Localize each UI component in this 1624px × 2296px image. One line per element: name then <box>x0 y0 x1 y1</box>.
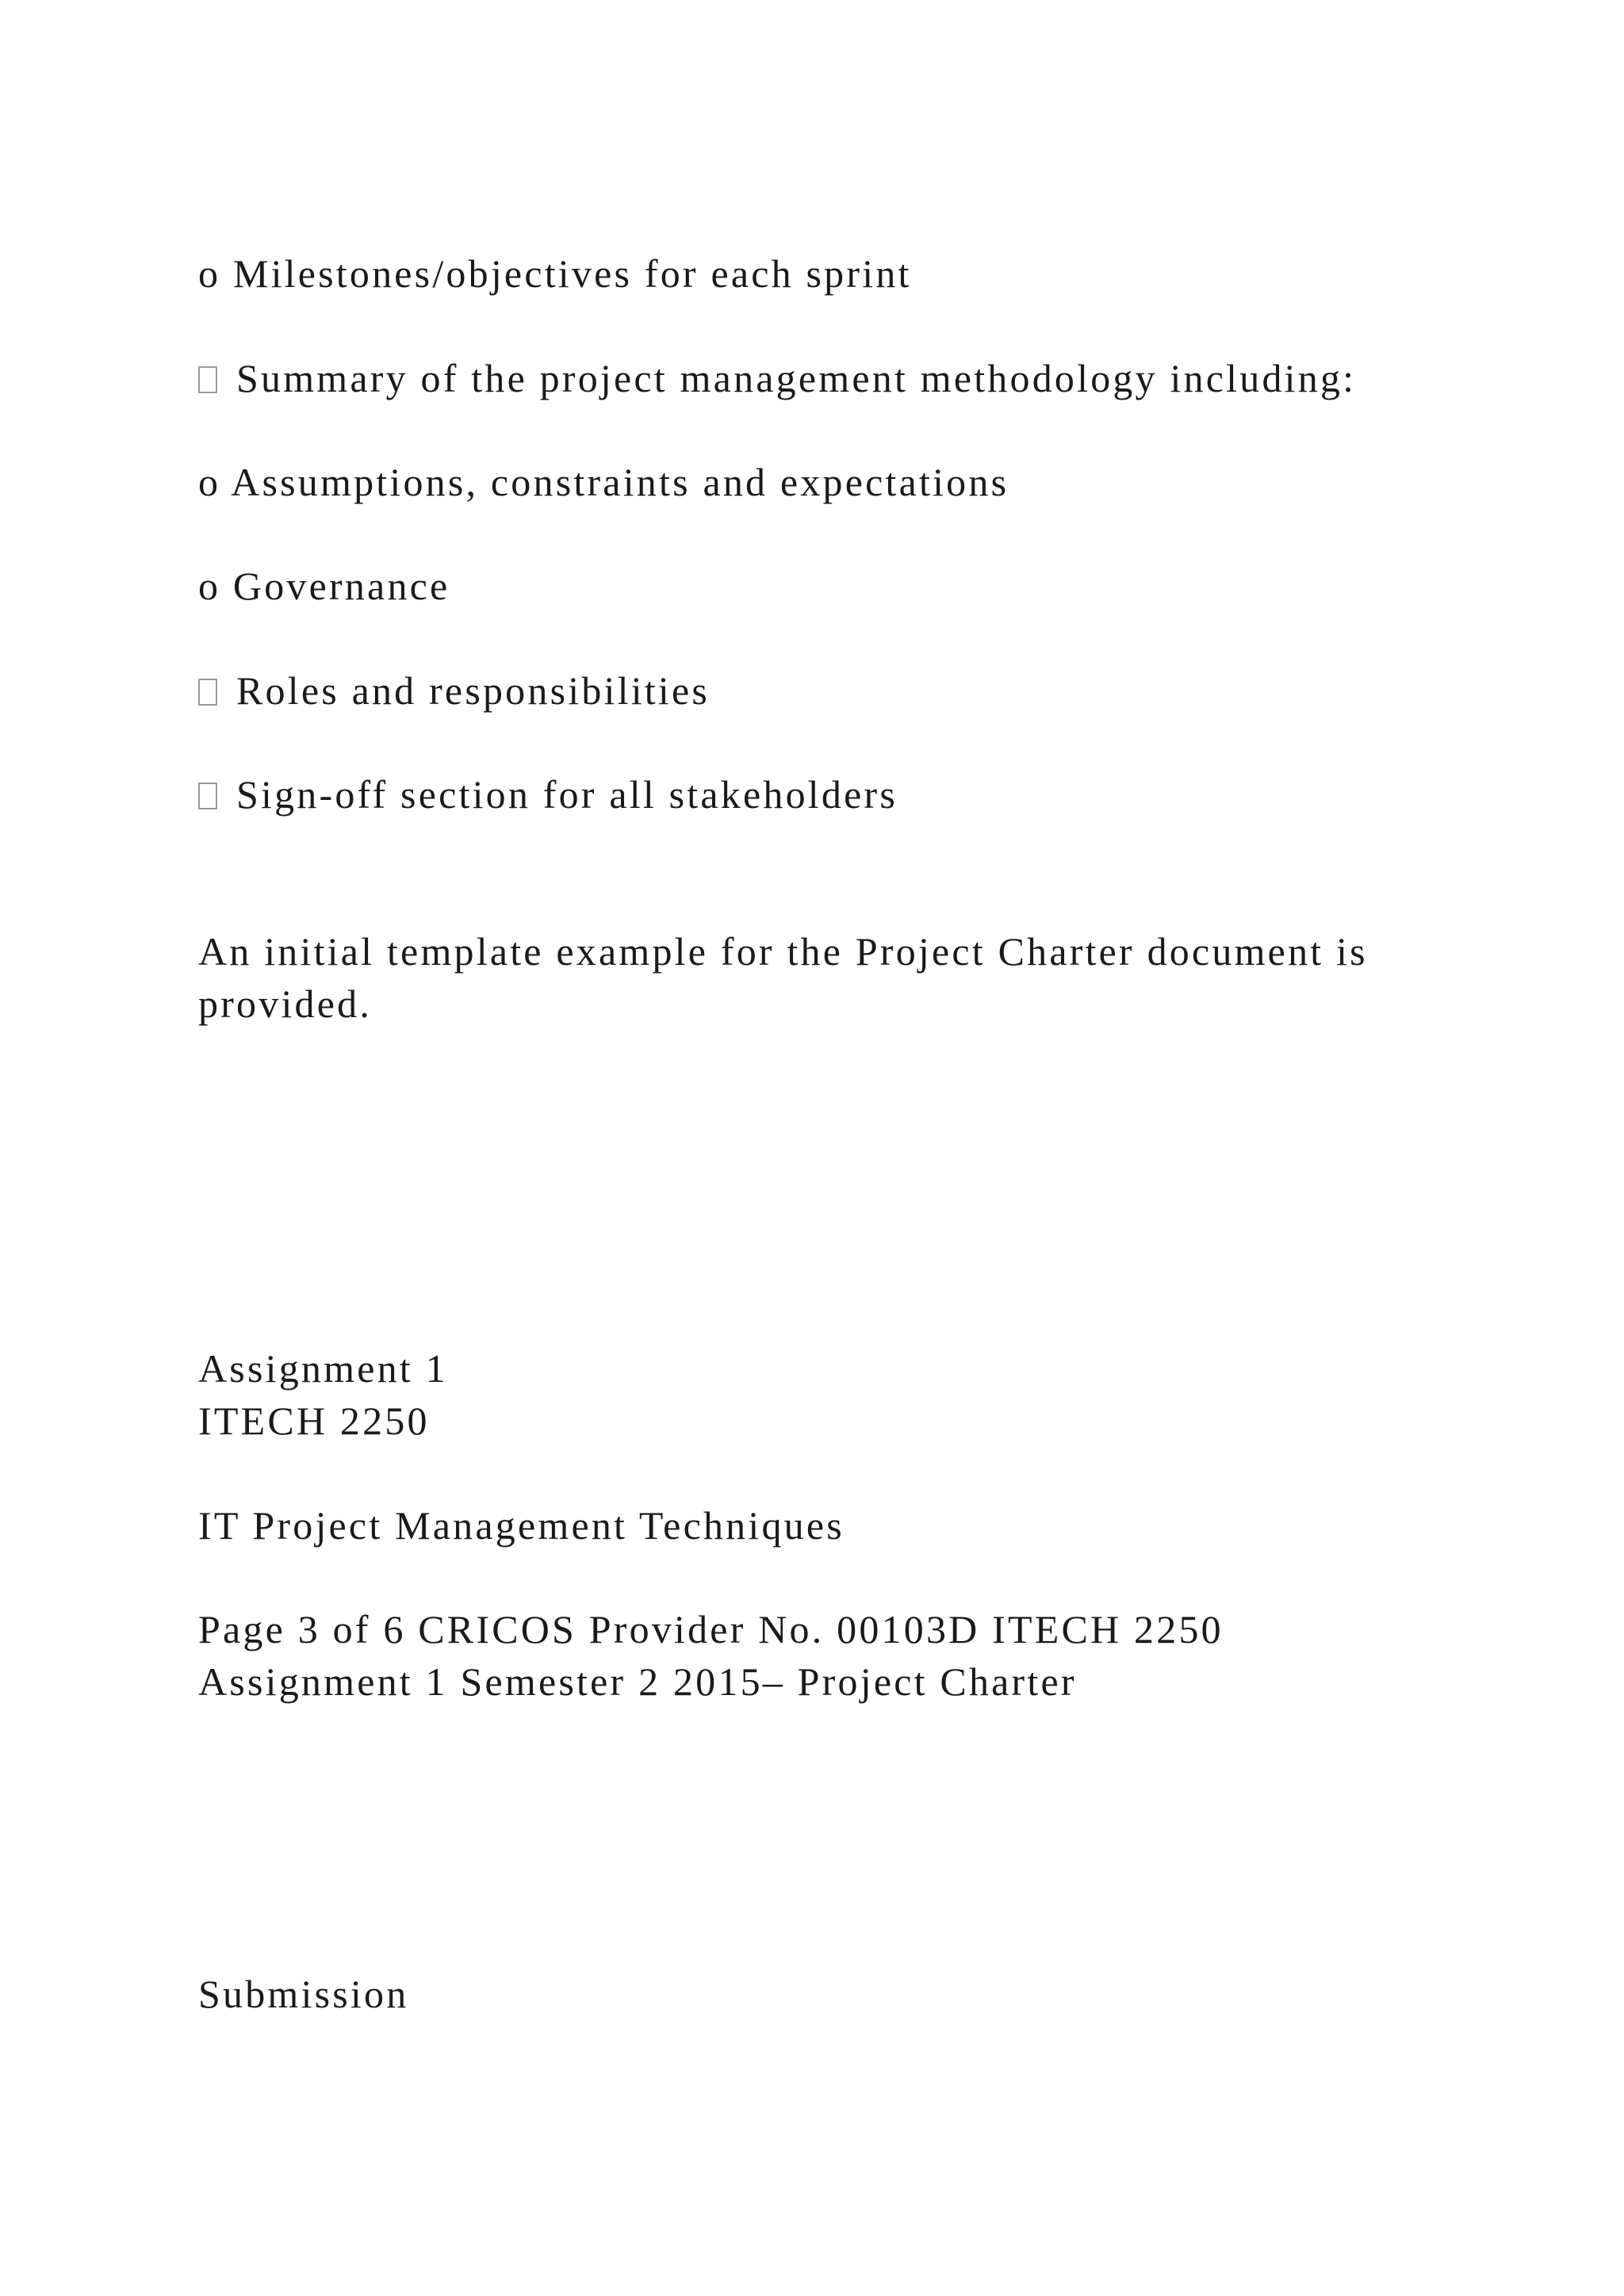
list-item-methodology <box>198 352 1356 404</box>
section-heading-submission: Submission <box>198 1972 409 2016</box>
assignment-title: Assignment 1 <box>198 1346 448 1391</box>
footer-line-2: Assignment 1 Semester 2 2015– Project Charter <box>198 1659 1077 1704</box>
footer-line-1: Page 3 of 6 CRICOS Provider No. 00103D ITECH 2250 <box>198 1607 1224 1651</box>
course-name: IT Project Management Techniques <box>198 1503 845 1548</box>
list-item-sign-off <box>198 768 898 821</box>
list-item-text: Governance <box>232 564 450 608</box>
list-item-roles <box>198 664 710 717</box>
missing-glyph-bullet-icon <box>198 679 217 706</box>
list-marker-o: o <box>198 564 221 608</box>
missing-glyph-bullet-icon <box>198 366 217 393</box>
paragraph-line-1: An initial template example for the Project Charter document is <box>198 929 1368 974</box>
list-item-text: Assumptions, constraints and expectations <box>231 460 1009 504</box>
list-item-text: Milestones/objectives for each sprint <box>232 251 912 296</box>
list-item-governance <box>198 560 450 612</box>
list-item-text: Roles and responsibilities <box>236 668 710 713</box>
list-item-assumptions <box>198 456 1009 508</box>
list-item-text: Sign-off section for all stakeholders <box>236 772 898 817</box>
missing-glyph-bullet-icon <box>198 783 217 809</box>
paragraph-line-2: provided. <box>198 982 373 1026</box>
course-code: ITECH 2250 <box>198 1399 430 1443</box>
list-item-milestones <box>198 247 912 300</box>
list-marker-o: o <box>198 251 221 296</box>
list-marker-o: o <box>198 460 221 504</box>
list-item-text: Summary of the project management methodology including: <box>236 356 1357 400</box>
